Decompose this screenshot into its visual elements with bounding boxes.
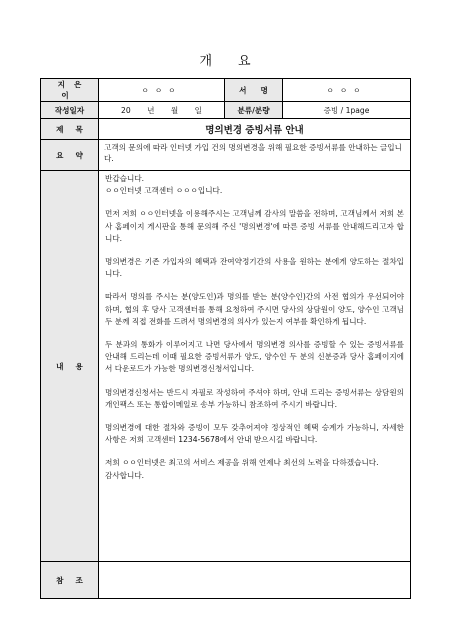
signature-value[interactable]: ㅇㅇㅇ: [283, 79, 411, 102]
date-label: 작성일자: [41, 102, 99, 119]
category-value[interactable]: 증빙 / 1page: [283, 102, 411, 119]
author-value[interactable]: ㅇㅇㅇ: [99, 79, 225, 102]
signature-label: 서명: [225, 79, 283, 102]
content-paragraph: 명의변경에 대한 절차와 증빙이 모두 갖추어져야 정상적인 혜택 승계가 가능하니, 자세한 사항은 저희 고객센터 1234-5678에서 안내 받으시길 바랍니다.: [105, 423, 404, 445]
subject-label: 제목: [41, 119, 99, 140]
overview-table: [40, 78, 411, 599]
content-paragraph: 따라서 명의를 주시는 분(양도인)과 명의를 받는 분(양수인)간의 사전 협의가 우선되어야 하며, 협의 후 당사 고객센터를 통해 요청하여 주시면 당사의 상담원이 양도, 양수인 고객님 두 분께 직접 전화를 드려서 명의변경의 의사가 있는지 여부를 확인하게 됩니다.: [105, 292, 404, 326]
reference-value[interactable]: [99, 562, 411, 599]
content-label: 내용: [41, 171, 99, 562]
reference-label: 참조: [41, 562, 99, 599]
content-paragraph: 두 분과의 통화가 이루어지고 나면 당사에서 명의변경 의사를 증빙할 수 있는 증빙서류를 안내해 드리는데 이때 필요한 증빙서류가 양도, 양수인 두 분의 신분증과 당사 홈페이지에서 다운로드가 가능한 명의변경신청서입니다.: [105, 340, 404, 374]
content-paragraph: 반갑습니다. ㅇㅇ인터넷 고객센터 ㅇㅇㅇ입니다.: [105, 174, 223, 196]
content-paragraph: 명의변경신청서는 반드시 자필로 작성하여 주셔야 하며, 안내 드리는 증빙서류는 상담원의 개인팩스 또는 통합이메일로 송부 가능하니 참조하여 주시기 바랍니다.: [105, 387, 404, 409]
category-label: 분류/분량: [225, 102, 283, 119]
content-body[interactable]: [99, 171, 411, 562]
author-label: 지은이: [41, 79, 99, 102]
content-paragraph: 저희 ㅇㅇ인터넷은 최고의 서비스 제공을 위해 언제나 최선의 노력을 다하겠습니다. 감사합니다.: [105, 458, 379, 480]
summary-value[interactable]: 고객의 문의에 따라 인터넷 가입 건의 명의변경을 위해 필요한 증빙서류를 안내하는 글입니다.: [99, 140, 411, 171]
summary-label: 요약: [41, 140, 99, 171]
content-paragraph: 먼저 저희 ㅇㅇ인터넷을 이용해주시는 고객님께 감사의 말씀을 전하며, 고객님께서 저희 본사 홈페이지 게시판을 통해 문의해 주신 '명의변경'에 따른 증빙 서류를 안내해드리고자 합니다.: [105, 209, 404, 243]
date-value[interactable]: 20 년 월 일: [99, 102, 225, 119]
document-title: 개요: [199, 54, 277, 69]
content-paragraph: 명의변경은 기존 가입자의 혜택과 잔여약정기간의 사용을 원하는 분에게 양도하는 절차입니다.: [105, 257, 404, 279]
subject-value[interactable]: 명의변경 증빙서류 안내: [99, 119, 411, 140]
